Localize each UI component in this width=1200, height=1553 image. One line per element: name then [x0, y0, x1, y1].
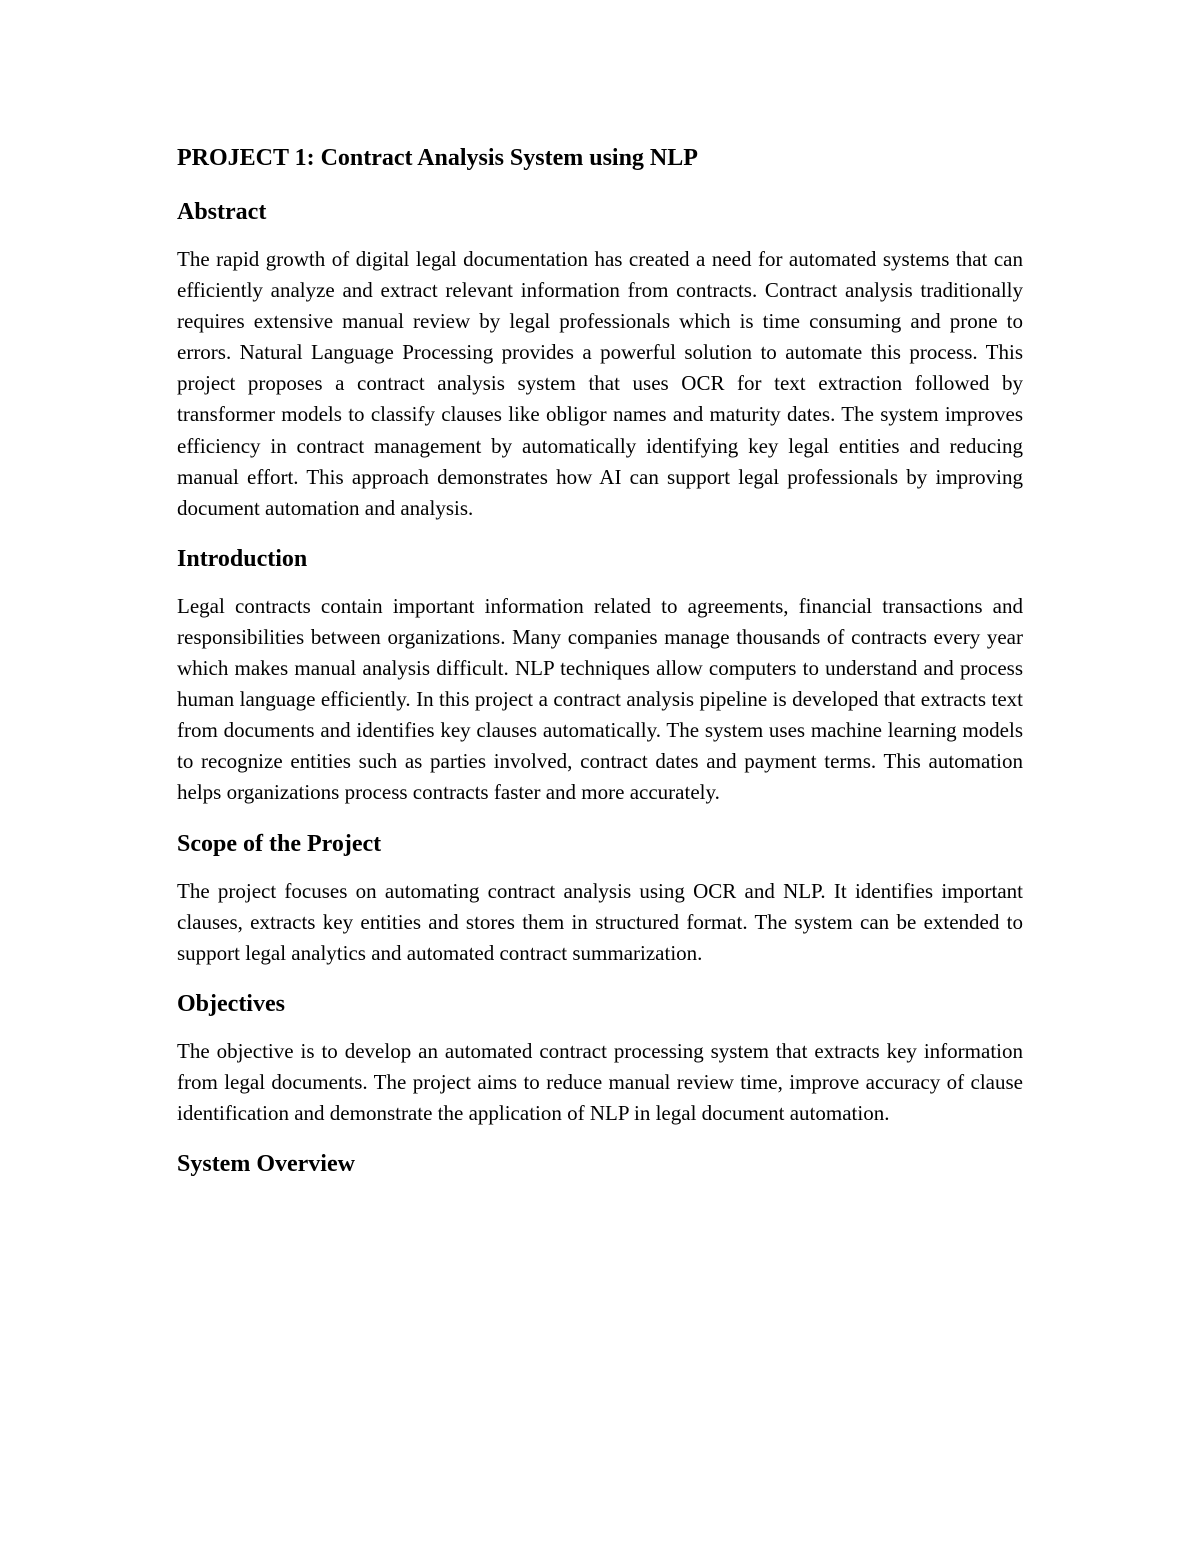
document-content	[177, 140, 1023, 1196]
abstract-heading: Abstract	[177, 199, 267, 225]
introduction-heading: Introduction	[177, 545, 308, 572]
scope-paragraph: The project focuses on automating contract analysis using OCR and NLP. It identifies important clauses, extracts key entities and stores them in structured format. The system can be extended to support legal analytics and automated contract summarization.	[177, 878, 1023, 965]
abstract-paragraph: The rapid growth of digital legal documentation has created a need for automated systems that can efficiently analyze and extract relevant information from contracts. Contract analysis traditionally requires extensive manual review by legal professionals which is time consuming and prone to errors. Natural Language Processing provides a powerful solution to automate this process. This project proposes a contract analysis system that uses OCR for text extraction followed by transformer models to classify clauses like obligor names and maturity dates. The system improves efficiency in contract management by automatically identifying key legal entities and reducing manual effort. This approach demonstrates how AI can support legal professionals by improving document automation and analysis.	[177, 247, 1023, 520]
system-overview-heading: System Overview	[177, 1151, 355, 1178]
scope-heading: Scope of the Project	[177, 830, 382, 857]
introduction-paragraph: Legal contracts contain important information related to agreements, financial transactions and responsibilities between organizations. Many companies manage thousands of contracts every year which makes manual analysis difficult. NLP techniques allow computers to understand and process human language efficiently. In this project a contract analysis pipeline is developed that extracts text from documents and identifies key clauses automatically. The system uses machine learning models to recognize entities such as parties involved, contract dates and payment terms. This automation helps organizations process contracts faster and more accurately.	[177, 593, 1023, 805]
objectives-heading: Objectives	[177, 990, 285, 1017]
document-title: PROJECT 1: Contract Analysis System using NLP	[177, 145, 698, 171]
objectives-paragraph: The objective is to develop an automated contract processing system that extracts key information from legal documents. The project aims to reduce manual review time, improve accuracy of clause identification and demonstrate the application of NLP in legal document automation.	[177, 1038, 1023, 1125]
